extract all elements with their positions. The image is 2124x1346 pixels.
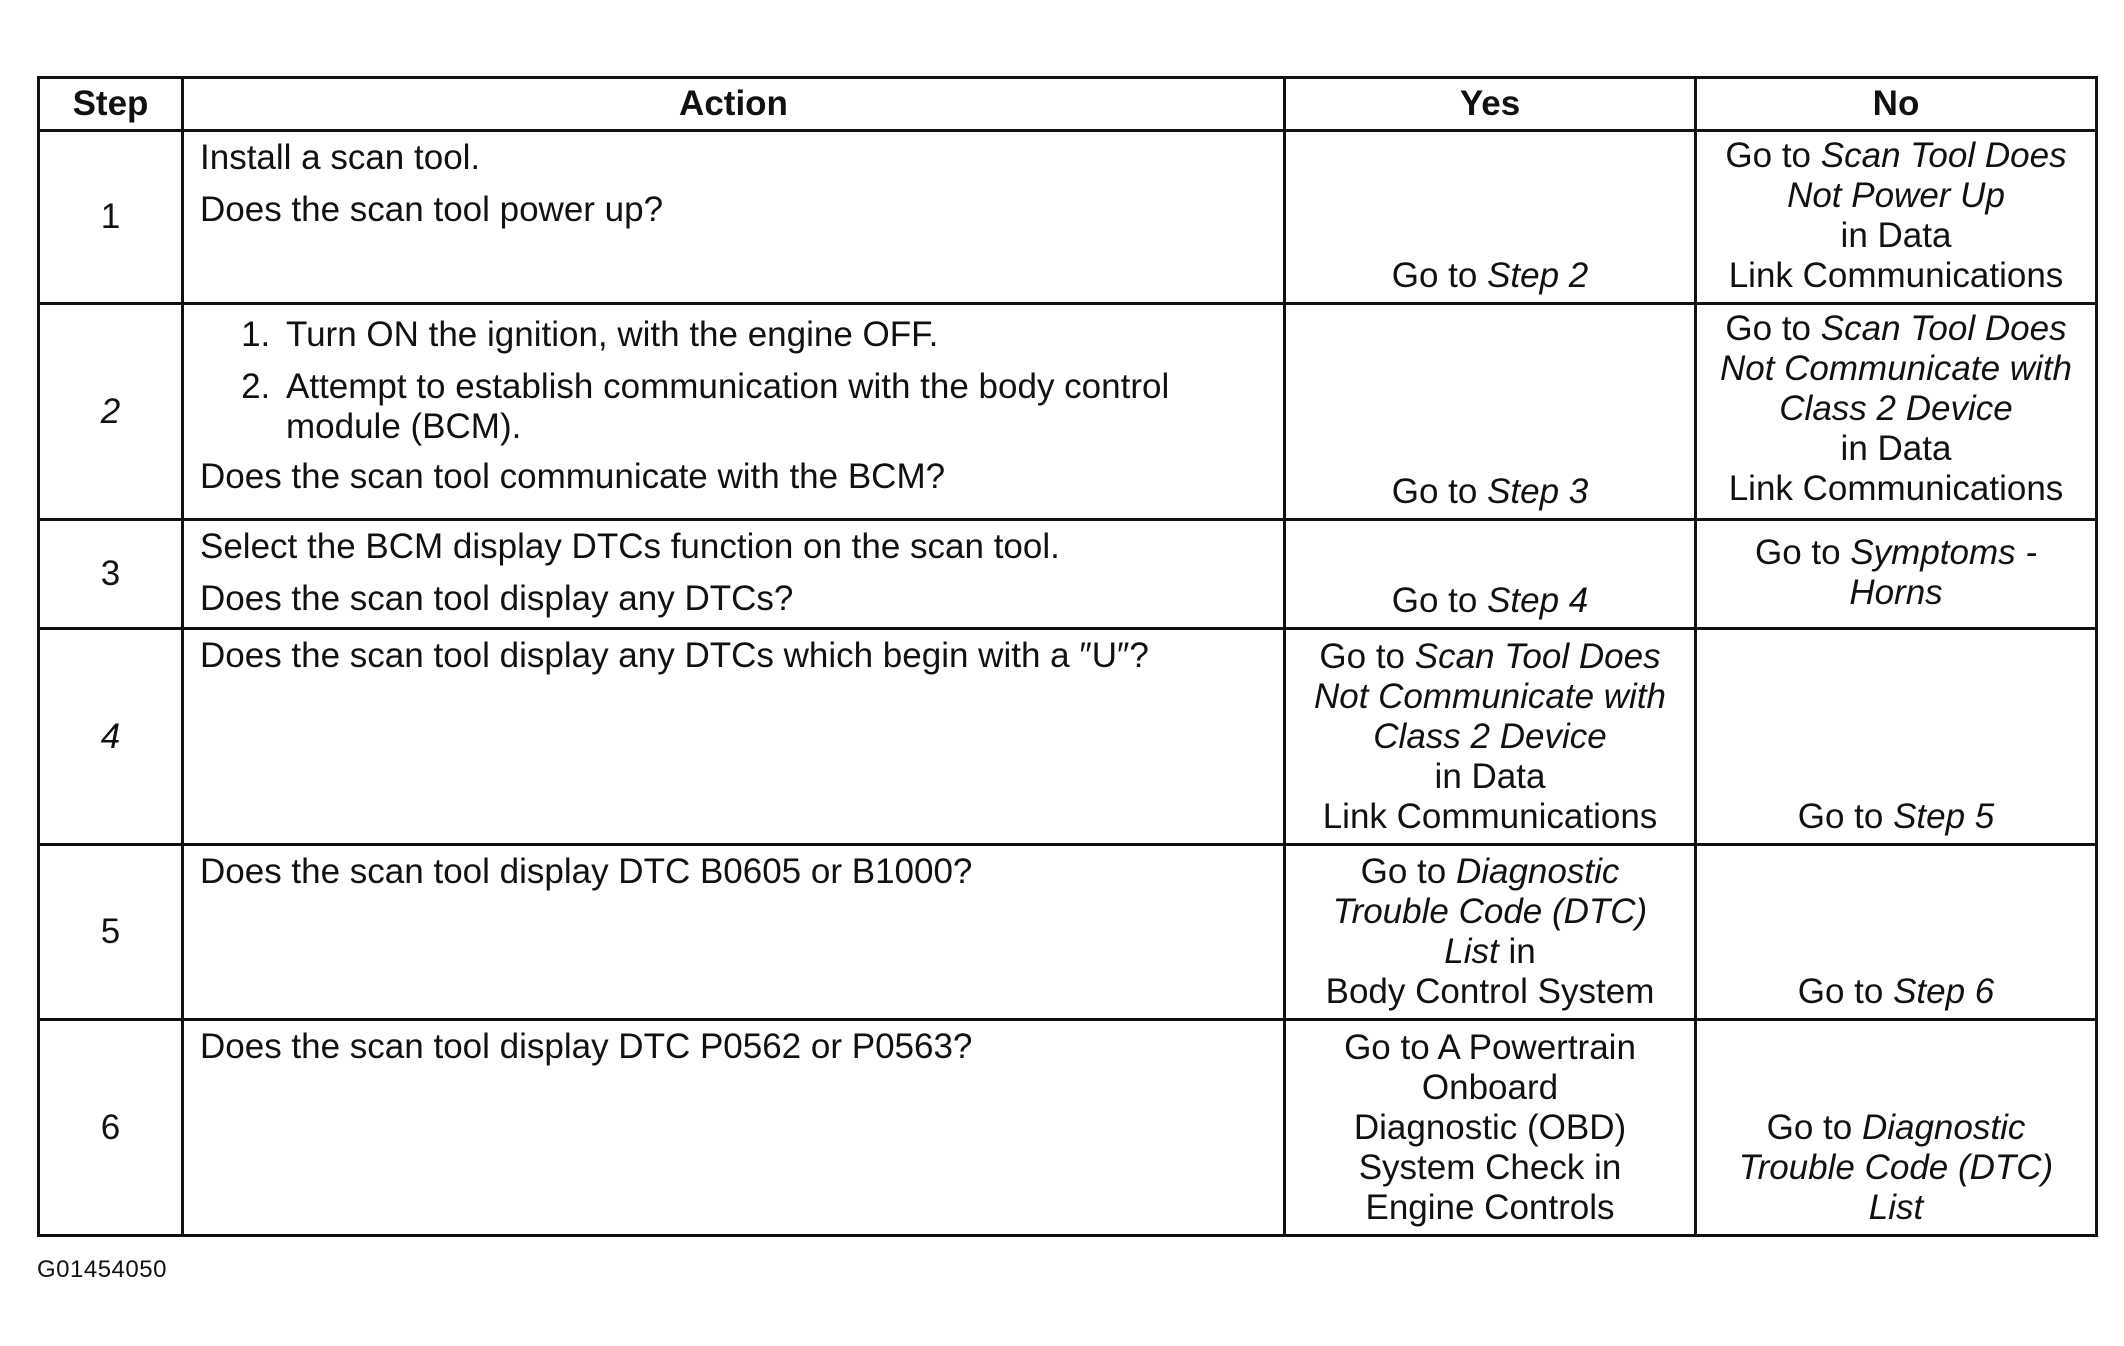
action-cell bbox=[183, 629, 1285, 845]
figure-id: G01454050 bbox=[37, 1256, 167, 1283]
no-cell bbox=[1696, 845, 2097, 1020]
step-number: 4 bbox=[39, 629, 183, 845]
no-link[interactable]: Horns bbox=[1849, 573, 1943, 612]
no-prefix: Go to bbox=[1797, 797, 1884, 836]
yes-text: in Data bbox=[1434, 757, 1546, 796]
no-link[interactable]: Not Communicate with bbox=[1719, 349, 2073, 388]
yes-prefix: Go to bbox=[1360, 852, 1447, 891]
no-cell bbox=[1696, 629, 2097, 845]
no-text: in Data bbox=[1840, 429, 1952, 468]
list-item: 1. Turn ON the ignition, with the engine OFF. bbox=[280, 315, 1265, 355]
step-number: 1 bbox=[39, 131, 183, 304]
action-steps-list bbox=[200, 315, 1265, 447]
yes-text: Body Control System bbox=[1325, 972, 1655, 1011]
yes-link[interactable]: Diagnostic bbox=[1455, 852, 1620, 891]
yes-prefix: Go to bbox=[1319, 637, 1406, 676]
yes-prefix: Go to bbox=[1391, 256, 1478, 295]
action-text: Select the BCM display DTCs function on the scan tool. bbox=[200, 527, 1060, 566]
no-prefix: Go to bbox=[1754, 533, 1841, 572]
no-link[interactable]: Step 5 bbox=[1893, 797, 1995, 836]
action-question: Does the scan tool display DTC B0605 or B1000? bbox=[200, 852, 973, 891]
no-text: in Data bbox=[1840, 216, 1952, 255]
action-question: Does the scan tool display any DTCs which begin with a ″U″? bbox=[200, 636, 1149, 675]
no-text: Link Communications bbox=[1728, 469, 2064, 508]
yes-text: Engine Controls bbox=[1365, 1188, 1615, 1227]
action-text: Install a scan tool. bbox=[200, 138, 481, 177]
no-link[interactable]: Scan Tool Does bbox=[1820, 136, 2067, 175]
no-cell bbox=[1696, 1020, 2097, 1236]
action-question: Does the scan tool display any DTCs? bbox=[200, 579, 794, 618]
table-row bbox=[39, 845, 2097, 1020]
table-row bbox=[39, 1020, 2097, 1236]
no-prefix: Go to bbox=[1725, 309, 1812, 348]
yes-link[interactable]: Trouble Code (DTC) bbox=[1332, 892, 1648, 931]
yes-link[interactable]: Scan Tool Does bbox=[1414, 637, 1661, 676]
yes-link[interactable]: Step 4 bbox=[1487, 581, 1589, 620]
action-cell bbox=[183, 131, 1285, 304]
no-prefix: Go to bbox=[1725, 136, 1812, 175]
no-link[interactable]: Diagnostic bbox=[1861, 1108, 2026, 1147]
yes-cell bbox=[1285, 1020, 1696, 1236]
yes-text: Onboard bbox=[1421, 1068, 1559, 1107]
step-number: 3 bbox=[39, 520, 183, 629]
action-cell bbox=[183, 520, 1285, 629]
action-question: Does the scan tool display DTC P0562 or P0563? bbox=[200, 1027, 973, 1066]
yes-text: Link Communications bbox=[1322, 797, 1658, 836]
header-yes: Yes bbox=[1285, 78, 1696, 131]
no-cell bbox=[1696, 304, 2097, 520]
yes-cell bbox=[1285, 520, 1696, 629]
no-link[interactable]: Step 6 bbox=[1893, 972, 1995, 1011]
no-prefix: Go to bbox=[1766, 1108, 1853, 1147]
action-cell bbox=[183, 304, 1285, 520]
action-question: Does the scan tool communicate with the BCM? bbox=[200, 457, 946, 496]
no-link[interactable]: List bbox=[1868, 1188, 1924, 1227]
yes-text: in bbox=[1508, 932, 1536, 971]
no-cell bbox=[1696, 520, 2097, 629]
no-text: Link Communications bbox=[1728, 256, 2064, 295]
yes-cell bbox=[1285, 845, 1696, 1020]
yes-link[interactable]: Step 3 bbox=[1487, 472, 1589, 511]
yes-text: System Check in bbox=[1358, 1148, 1622, 1187]
list-item: 2. Attempt to establish communication with the body control module (BCM). bbox=[280, 367, 1265, 447]
yes-link[interactable]: Class 2 Device bbox=[1373, 717, 1607, 756]
table-row bbox=[39, 520, 2097, 629]
no-link[interactable]: Not Power Up bbox=[1787, 176, 2005, 215]
action-question: Does the scan tool power up? bbox=[200, 190, 664, 229]
no-link[interactable]: Trouble Code (DTC) bbox=[1738, 1148, 2054, 1187]
yes-cell bbox=[1285, 304, 1696, 520]
table-row bbox=[39, 304, 2097, 520]
yes-link[interactable]: Step 2 bbox=[1487, 256, 1589, 295]
yes-text: Diagnostic (OBD) bbox=[1353, 1108, 1627, 1147]
yes-cell bbox=[1285, 629, 1696, 845]
diagnostic-table bbox=[37, 76, 2098, 1237]
header-step: Step bbox=[39, 78, 183, 131]
table-row bbox=[39, 629, 2097, 845]
no-link[interactable]: Scan Tool Does bbox=[1820, 309, 2067, 348]
action-cell bbox=[183, 1020, 1285, 1236]
no-link[interactable]: Class 2 Device bbox=[1779, 389, 2013, 428]
step-number: 2 bbox=[39, 304, 183, 520]
yes-text: Go to A Powertrain bbox=[1344, 1028, 1636, 1067]
yes-prefix: Go to bbox=[1391, 472, 1478, 511]
step-number: 5 bbox=[39, 845, 183, 1020]
header-row bbox=[39, 78, 2097, 131]
yes-link[interactable]: Not Communicate with bbox=[1313, 677, 1667, 716]
yes-link[interactable]: List bbox=[1444, 932, 1499, 971]
action-cell bbox=[183, 845, 1285, 1020]
header-no: No bbox=[1696, 78, 2097, 131]
header-action: Action bbox=[183, 78, 1285, 131]
no-cell bbox=[1696, 131, 2097, 304]
table-row bbox=[39, 131, 2097, 304]
yes-cell bbox=[1285, 131, 1696, 304]
yes-prefix: Go to bbox=[1391, 581, 1478, 620]
no-prefix: Go to bbox=[1797, 972, 1884, 1011]
step-number: 6 bbox=[39, 1020, 183, 1236]
no-link[interactable]: Symptoms - bbox=[1850, 533, 2038, 572]
